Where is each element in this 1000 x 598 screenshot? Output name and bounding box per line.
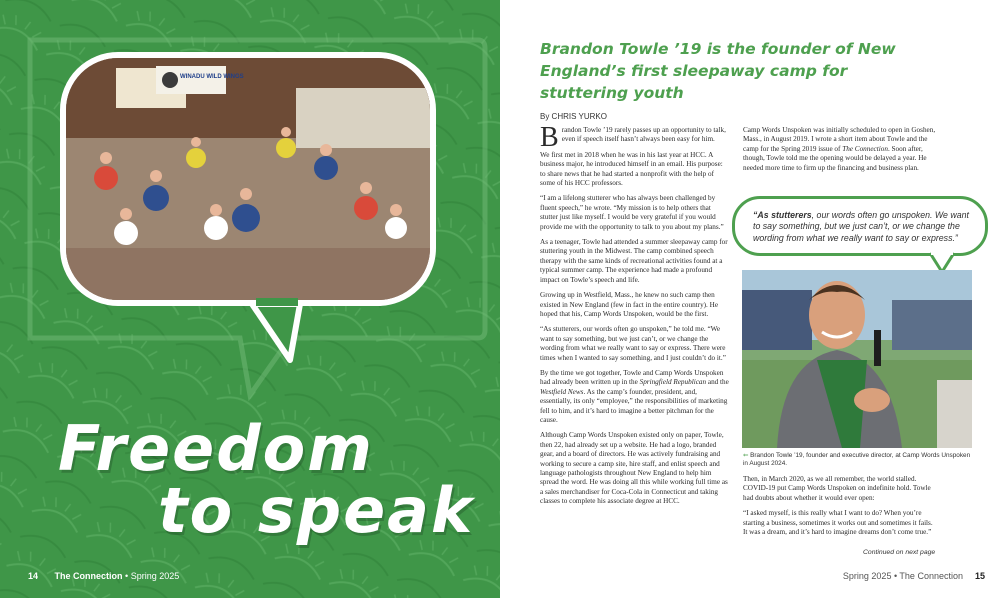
column-1 — [540, 122, 730, 513]
paragraph: Then, in March 2020, as we all remember, the world stalled. COVID-19 put Camp Words Unspoken on indefinite hold. Towle had doubts about whether it would ever open: — [743, 475, 931, 502]
paragraph: Growing up in Westfield, Mass., he knew no such camp then existed in New England (few in fact in the entire country). He hoped that his, Camp Words Unspoken, would be the first. — [540, 291, 719, 318]
pull-quote-text: “As stutterers, our words often go unspoken. We want to say something, but we just can’t, or we change the wording from what we really want to say or express.” — [753, 210, 969, 243]
drop-cap: B — [540, 122, 559, 153]
paragraph: Brandon Towle ’19 rarely passes up an opportunity to talk, even if speech itself hasn’t always been easy for him. — [540, 122, 726, 153]
left-folio — [28, 571, 179, 581]
right-folio — [840, 571, 985, 581]
column-2 — [743, 126, 938, 179]
photo-caption: ⇐ Brandon Towle ’19, founder and executive director, at Camp Words Unspoken in August 2024. — [743, 452, 971, 468]
pull-quote — [732, 196, 988, 256]
article-title: Brandon Towle ’19 is the founder of New England’s first sleepaway camp for stuttering youth — [540, 40, 896, 102]
paragraph: “I asked myself, is this really what I want to do? When you’re starting a business, sometimes it works out and sometimes it fails. It was a dream, and it’s hard to imagine dreams don’t come true.” — [743, 509, 933, 537]
paragraph: Although Camp Words Unspoken existed only on paper, Towle, then 22, had already set up a website. He had a logo, branded gear, and a board of directors. He was actively fundraising and working to secure a camp site, hire staff, and enlist speech and language pathologists throughout New England to help him spread the word. He was doing all this while working full time as a sales merchandiser for Coca-Cola in Connecticut and taking classes to complete his associate degree at HCC. — [540, 431, 728, 506]
portrait-photo — [742, 270, 972, 448]
publication-name: The Connection — [54, 571, 123, 581]
caption-arrow-icon: ⇐ — [743, 452, 749, 459]
continued-note: Continued on next page — [863, 549, 936, 556]
issue-label: • Spring 2025 — [125, 571, 180, 581]
paragraph: By the time we got together, Towle and Camp Words Unspoken had already been written up in the Springfield Republican and the Westfield News. As the camp’s founder, president, and, essentially, its only “employee,” the responsibilities of marketing fell to him, and it’s hard to imagine a better pitchman for the cause. — [540, 368, 729, 424]
paragraph: Camp Words Unspoken was initially scheduled to open in Goshen, Mass., in August 2019. I wrote a short item about Towle and the camp for the Spring 2019 issue of The Connection. Soon after, though, Towle told me the opening would be delayed a year. He needed more time to firm up the financing and business plan. — [743, 126, 936, 172]
left-page-number: 14 — [28, 571, 39, 581]
byline: By CHRIS YURKO — [540, 112, 607, 121]
paragraph: “I am a lifelong stutterer who has always been challenged by fluent speech,” he wrote. “My mission is to help others that stutter just like myself. I would be very grateful if you would provide me with the opportunity to talk to you about my plans.” — [540, 194, 724, 231]
paragraph: As a teenager, Towle had attended a summer sleepaway camp for stuttering youth in the Midwest. The camp combined speech therapy with the same kinds of recreational activities found at a typical summer camp. The experience had made a profound impact on Towle’s speech and life. — [540, 238, 728, 284]
right-page-number: 15 — [974, 571, 985, 581]
headline-line-2: to speak — [158, 474, 475, 547]
column-2-lower — [743, 475, 938, 543]
folio-issue: Spring 2025 • The Connection — [842, 571, 963, 581]
right-page — [500, 0, 1000, 598]
paragraph: “As stutterers, our words often go unspoken,” he told me. “We want to say something, but we just can’t, or we change the wording from what we really want to say or express. There were times when I wanted to say something, and I just couldn’t do it.” — [540, 325, 726, 362]
paragraph: We first met in 2018 when he was in his last year at HCC. A business major, he introduced himself in an email. His purpose: to share news that he had started a nonprofit with the help of some of his HCC professors. — [540, 150, 723, 188]
camp-sign-text: WINADU WILD WINGS — [180, 74, 244, 80]
headline-line-1: Freedom — [58, 412, 374, 485]
